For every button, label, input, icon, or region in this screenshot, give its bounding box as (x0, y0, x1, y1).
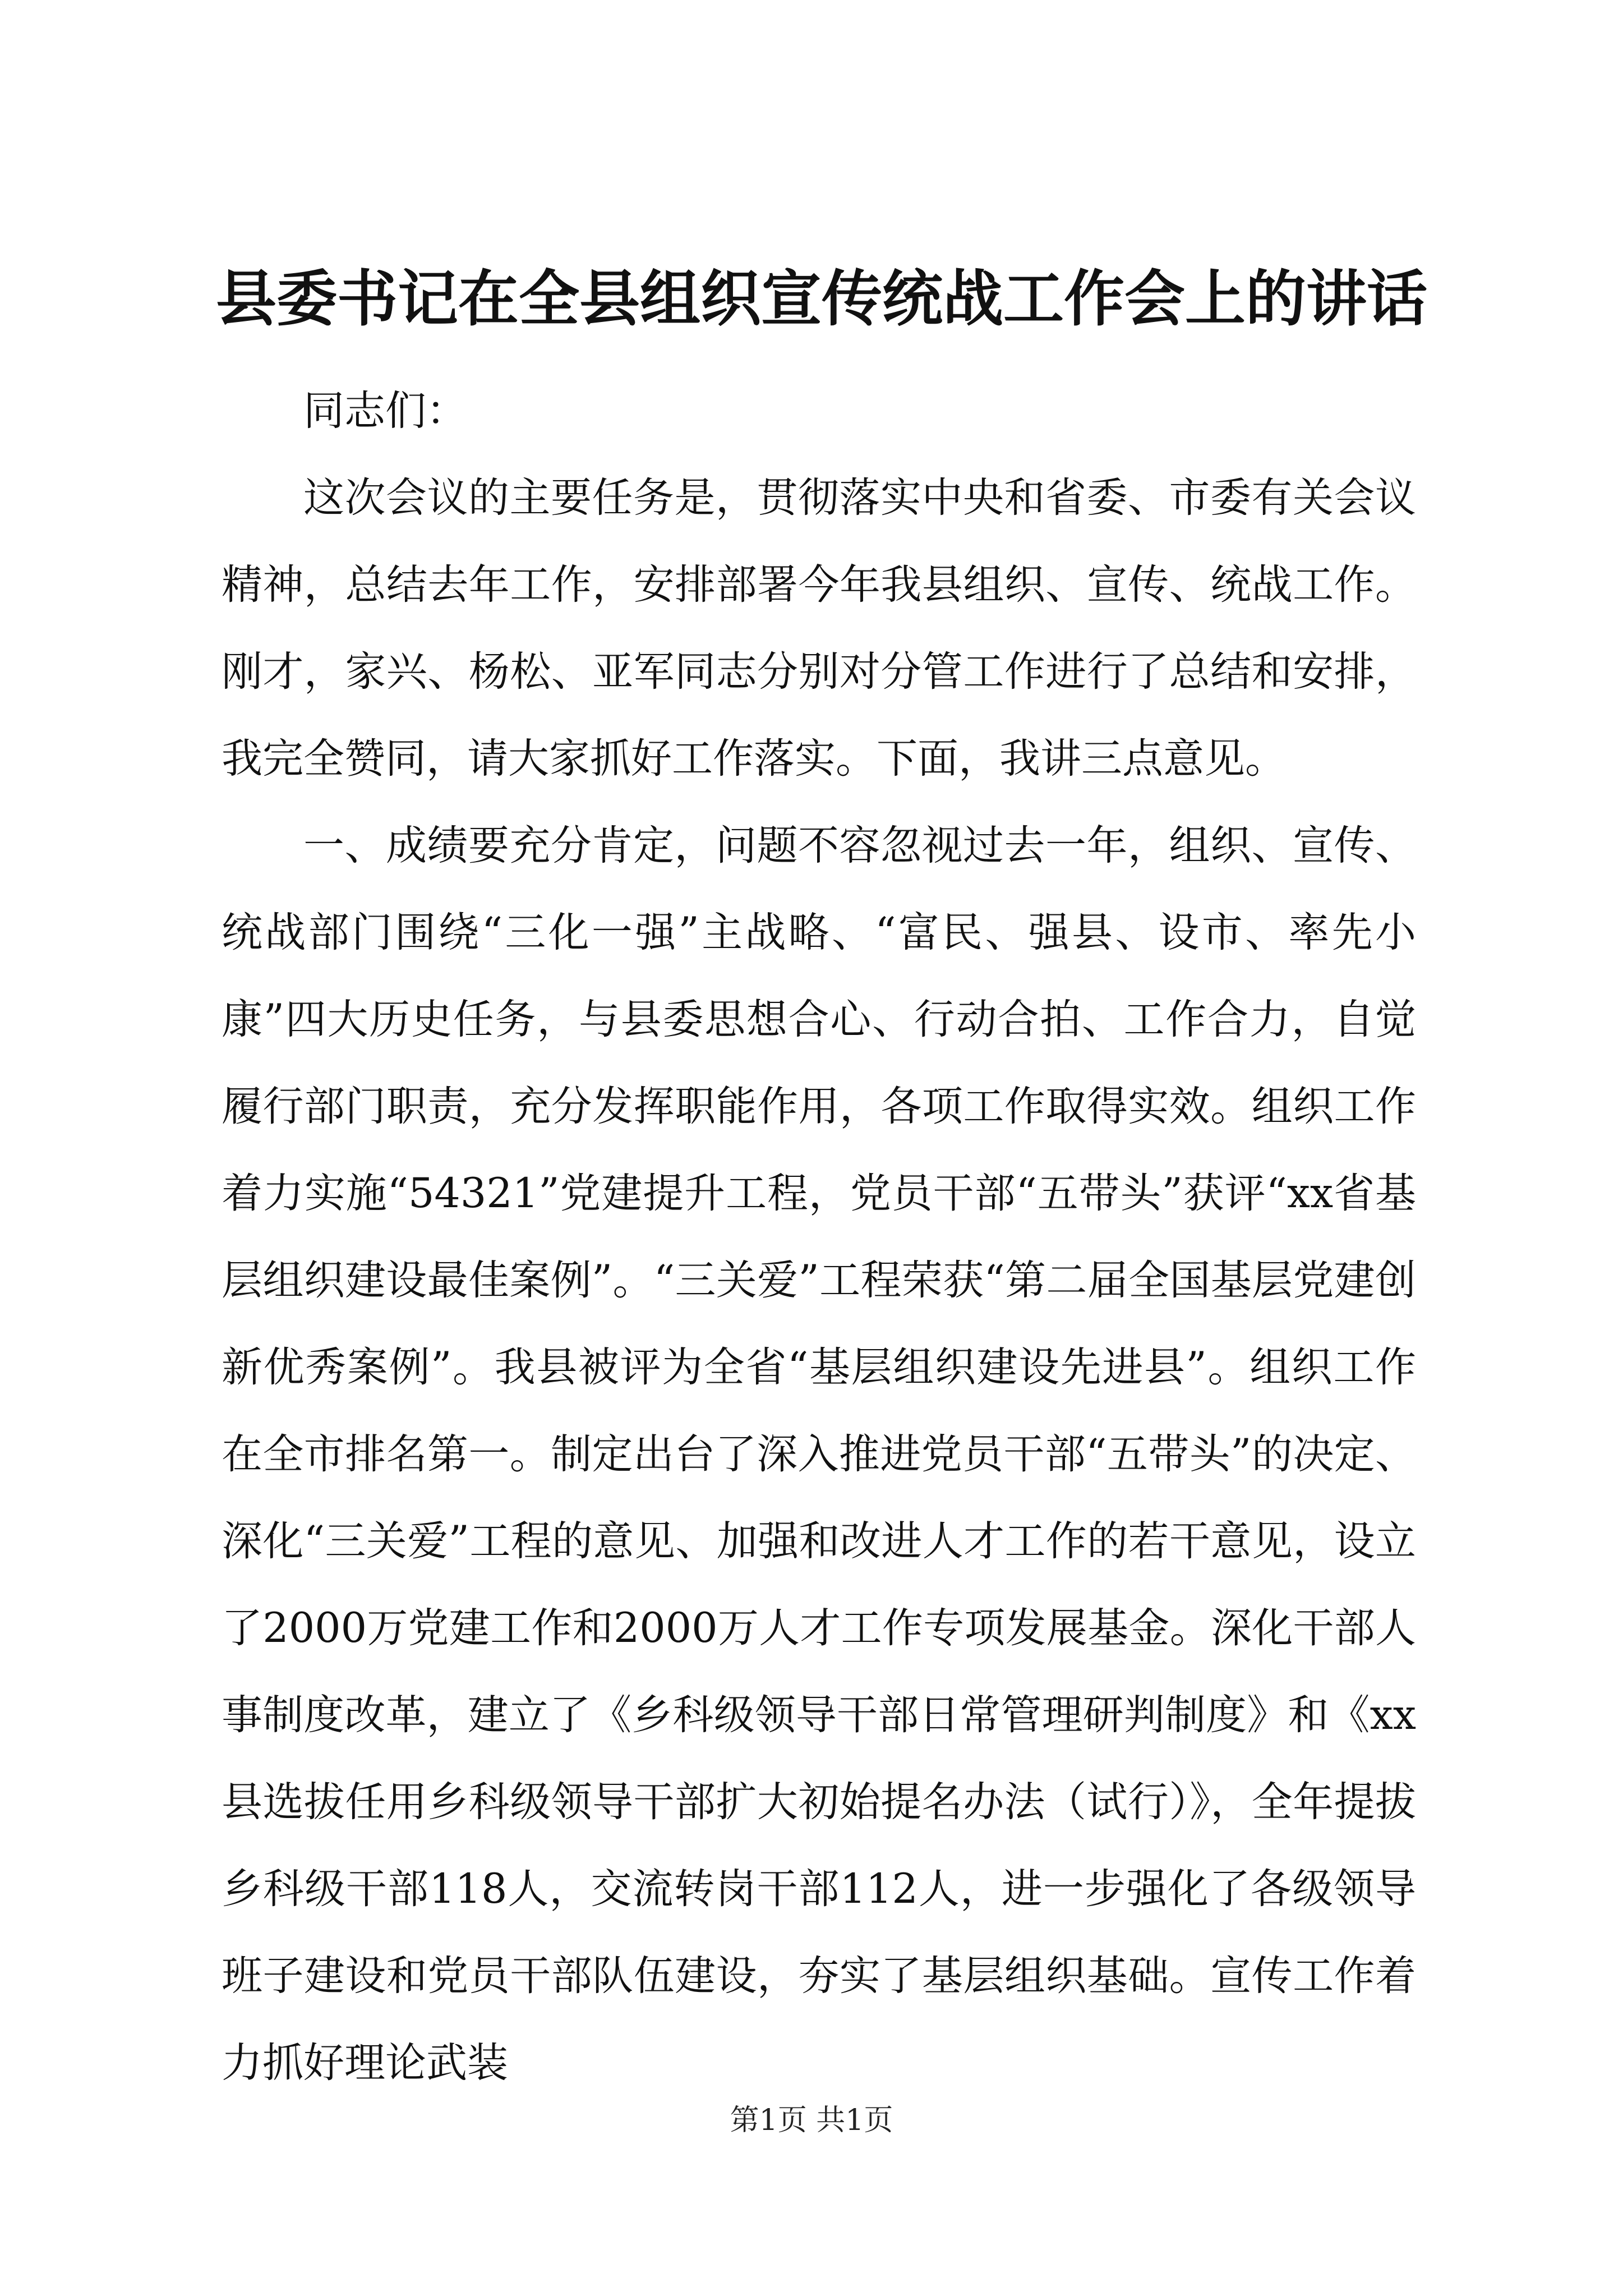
paragraph-section-one: 一、成绩要充分肯定，问题不容忽视过去一年，组织、宣传、统战部门围绕“三化一强”主战略、“富民、强县、设市、率先小康”四大历史任务，与县委思想合心、行动合拍、工作合力，自觉履行部门职责，充分发挥职能作用，各项工作取得实效。组织工作着力实施“54321”党建提升工程，党员干部“五带头”获评“xx省基层组织建设最佳案例”。“三关爱”工程荣获“第二届全国基层党建创新优秀案例”。我县被评为全省“基层组织建设先进县”。组织工作在全市排名第一。制定出台了深入推进党员干部“五带头”的决定、深化“三关爱”工程的意见、加强和改进人才工作的若干意见，设立了2000万党建工作和2000万人才工作专项发展基金。深化干部人事制度改革，建立了《乡科级领导干部日常管理研判制度》和《xx县选拔任用乡科级领导干部扩大初始提名办法（试行）》，全年提拔乡科级干部118人，交流转岗干部112人，进一步强化了各级领导班子建设和党员干部队伍建设，夯实了基层组织基础。宣传工作着力抓好理论武装 (222, 822, 1416, 2087)
salutation: 同志们： (303, 387, 467, 435)
page-footer: 第1页 共1页 (730, 2104, 893, 2137)
document-body (222, 367, 1416, 2106)
document-title: 县委书记在全县组织宣传统战工作会上的讲话 (216, 264, 1428, 334)
paragraph-intro: 这次会议的主要任务是，贯彻落实中央和省委、市委有关会议精神，总结去年工作，安排部署今年我县组织、宣传、统战工作。刚才，家兴、杨松、亚军同志分别对分管工作进行了总结和安排，我完全赞同，请大家抓好工作落实。下面，我讲三点意见。 (222, 474, 1416, 783)
